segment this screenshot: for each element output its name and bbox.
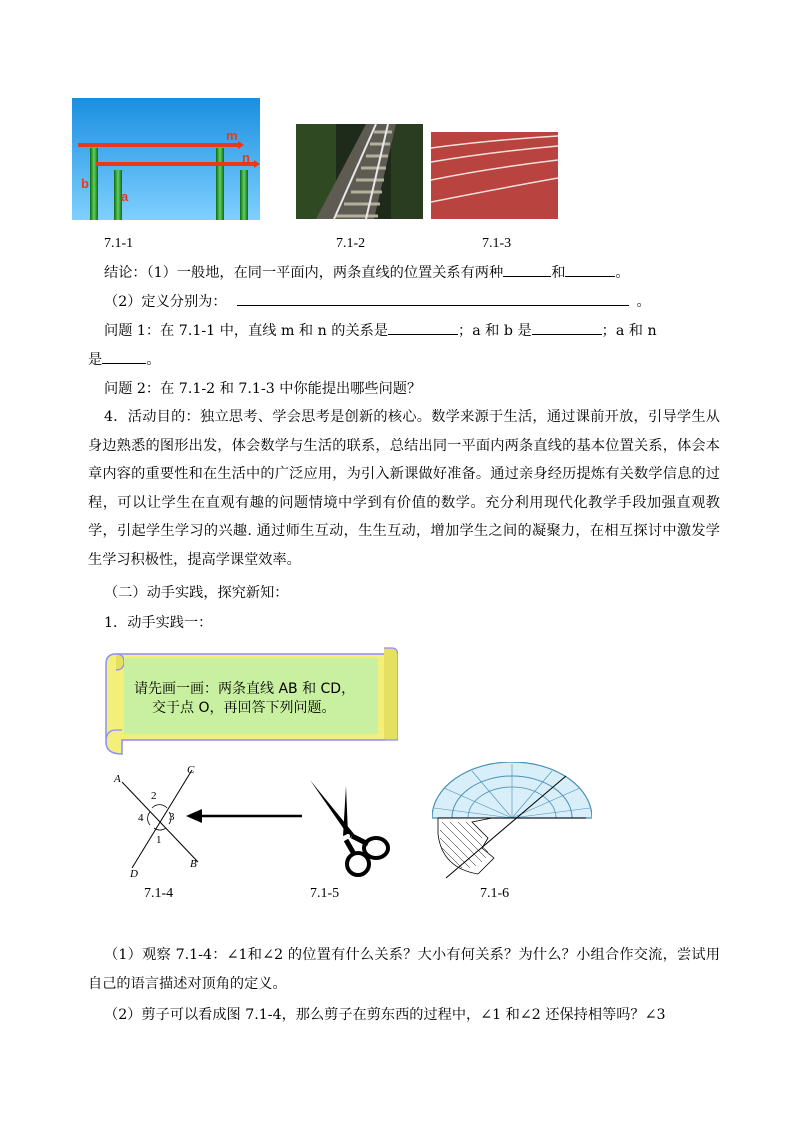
practice-1-heading: 1．动手实践一： xyxy=(104,615,213,631)
running-track-image xyxy=(431,132,558,219)
railway-image xyxy=(296,124,423,219)
angle-3-label: 3 xyxy=(169,811,175,823)
figure-7-1-6 xyxy=(432,762,592,880)
activity-goal-paragraph: 4．活动目的：独立思考、学会思考是创新的核心。数学来源于生活，通过课前开放，引导学生从身边熟悉的图形出发，体会数学与生活的联系，总结出同一平面内两条直线的基本位置关系，体会本章内容的重要性和在生活中的广泛应用，为引入新课做好准备。通过亲身经历提炼有关数学信息的过程，可以让学生在直观有趣的问题情境中学到有价值的数学。充分利用现代化教学手段加强直观教学，引起学生学习的兴趣. 通过师生互动，生生互动，增加学生之间的凝聚力，在相互探讨中激发学生学习积极性，提高学课堂效率。 xyxy=(88,409,720,568)
observe-question: （1）观察 7.1-4：∠1和∠2 的位置有什么关系？大小有何关系？为什么？小组合作交流，尝试用自己的语言描述对顶角的定义。 xyxy=(88,947,720,992)
label-m: m xyxy=(226,128,238,143)
figure-7-1-2 xyxy=(296,124,423,219)
label-n: n xyxy=(242,150,250,165)
label-C: C xyxy=(187,764,195,776)
answer-blank[interactable] xyxy=(532,320,602,335)
answer-blank[interactable] xyxy=(503,262,551,277)
angle-4-label: 4 xyxy=(138,812,144,824)
label-D: D xyxy=(130,868,138,880)
question-2: 问题 2：在 7.1-2 和 7.1-3 中你能提出哪些问题？ xyxy=(104,381,422,397)
label-B: B xyxy=(190,858,197,870)
scroll-text-line-1: 请先画一画：两条直线 AB 和 CD， xyxy=(134,681,356,697)
label-a: a xyxy=(121,189,129,204)
caption-7-1-3: 7.1-3 xyxy=(482,236,512,251)
label-b: b xyxy=(81,176,89,191)
question-1-line-1: 问题 1：在 7.1-1 中，直线 m 和 n 的关系是 ；a 和 b 是 ；a 和 n xyxy=(104,320,718,342)
arrow-icon xyxy=(186,808,304,824)
scissors-question: （2）剪子可以看成图 7.1-4，那么剪子在剪东西的过程中，∠1 和∠2 还保持相等吗？∠3 xyxy=(104,1007,666,1023)
poles-lines-image xyxy=(72,98,260,220)
answer-blank[interactable] xyxy=(565,262,615,277)
figure-7-1-5 xyxy=(306,776,392,880)
conclusion-line-1: 结论：（1）一般地，在同一平面内，两条直线的位置关系有两种 和 。 xyxy=(104,262,630,284)
figure-7-1-1 xyxy=(72,98,260,220)
conclusion-line-2: （2）定义分别为： 。 xyxy=(104,291,651,313)
answer-blank[interactable] xyxy=(102,349,146,364)
caption-7-1-4: 7.1-4 xyxy=(144,886,174,901)
caption-7-1-1: 7.1-1 xyxy=(104,236,134,251)
label-A: A xyxy=(114,773,121,785)
caption-7-1-6: 7.1-6 xyxy=(480,886,510,901)
section-2-heading: （二）动手实践，探究新知： xyxy=(104,585,289,601)
answer-blank[interactable] xyxy=(388,320,458,335)
caption-7-1-5: 7.1-5 xyxy=(310,886,340,901)
figure-7-1-3 xyxy=(431,132,558,219)
scroll-text-line-2: 交于点 O，再回答下列问题。 xyxy=(152,700,336,716)
caption-7-1-2: 7.1-2 xyxy=(336,236,366,251)
protractor-icon xyxy=(432,762,592,880)
answer-blank[interactable] xyxy=(237,291,629,306)
scissors-icon xyxy=(306,776,392,880)
question-1-line-2: 是 。 xyxy=(88,349,160,371)
angle-2-label: 2 xyxy=(151,790,157,802)
angle-1-label: 1 xyxy=(156,834,162,846)
